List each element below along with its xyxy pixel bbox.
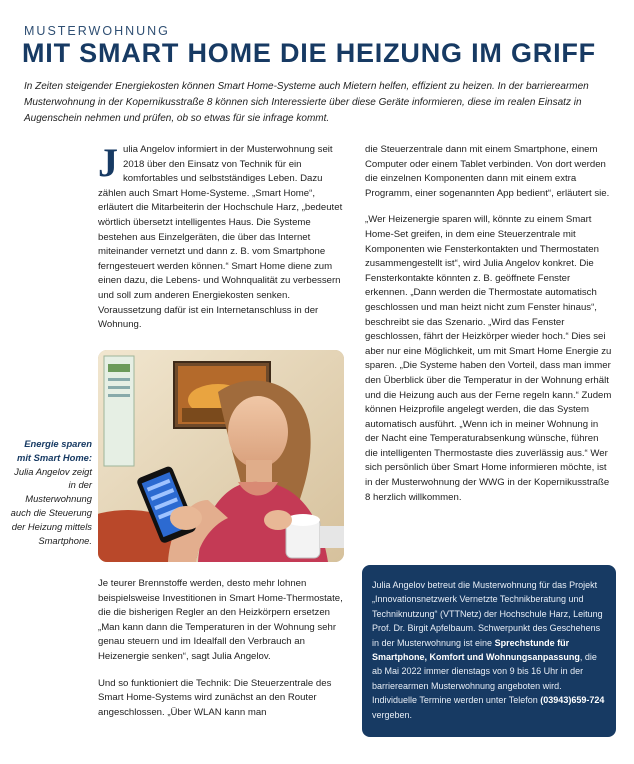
photo-caption: [10, 437, 92, 547]
info-box: [362, 565, 616, 737]
caption-title: Energie sparen mit Smart Home:: [16, 438, 92, 463]
info-text-3: vergeben.: [372, 709, 413, 720]
column-left-top: [98, 140, 346, 333]
paragraph-5: „Wer Heizenergie sparen will, könnte zu einem Smart Home-Set greifen, in dem eine Steuerzentrale mit Komponenten wie Fensterkontakten und Thermostaten zusammengestellt ist“, wird Julia Angelov konkret. Die Fensterkontakte könnten z. B. geöffnete Fenster erkennen. „Dann werden die Thermostate automatisch geschlossen und man heizt nicht zum Fenster hinaus“, beschreibt sie das Szenario. „Wird das Fenster geschlossen, fährt der Heizkörper wieder hoch.“ Dies sei aber nur eine Möglichkeit, um mit Smart Home Energie zu sparen. „Die Systeme haben den Vorteil, dass man immer den Überblick über die Temperatur in der Wohnung erhält und die Heizung auch aus der Ferne regeln kann.“ Zudem können Heizprofile angelegt werden, die das System automatisch ausführt. „Wenn ich in meiner Wohnung in der Nacht eine Temperaturabsenkung wünsche, führen die intelligenten Thermostaste dies zuverlässig aus.“ Wer sich persönlich über Smart Home informieren möchte, ist in der Musterwohnung der WWG in der Kopernikusstraße 8 herzlich willkommen.: [365, 214, 612, 503]
paragraph-4: die Steuerzentrale dann mit einem Smartphone, einem Computer oder einem Tablet verbinden. Von dort werden die einzelnen Komponenten dann mit einem extra Programm, einer sogenannten App bedient“, erläutert sie.: [365, 144, 610, 199]
column-left-bottom: [98, 577, 346, 732]
paragraph-3: Und so funktioniert die Technik: Die Steuerzentrale des Smart Home-Systems wird zunächst an den Router angeschlossen. „Über WLAN kann man: [98, 677, 332, 718]
drop-cap: J: [98, 140, 118, 185]
photo-illustration: [98, 350, 344, 562]
article-photo: [98, 350, 344, 562]
caption-text: Julia Angelov zeigt in der Musterwohnung auch die Steuerung der Heizung mittels Smartphone.: [10, 465, 92, 546]
info-bold: Sprechstunde für Smartphone, Komfort und Wohnungsanpassung: [372, 637, 580, 663]
info-text-2: , die ab Mai 2022 immer dienstags von 9 bis 16 Uhr in der barrierearmen Musterwohnung angeboten wird. Individuelle Termine werden unter Telefon: [372, 652, 597, 706]
column-right: [365, 143, 613, 517]
paragraph-2: Je teurer Brennstoffe werden, desto mehr lohnen beispielsweise Investitionen in Smart Home-Thermostate, die die bisherigen Regler an den Heizkörpern ersetzen „Man kann dann die Temperaturen in der Wohnung sehr genau steuern und im Idealfall den Verbrauch an Heizenergie senken“, sagt Julia Angelov.: [98, 578, 343, 662]
info-text-1: Julia Angelov betreut die Musterwohnung für das Projekt „Innovationsnetzwerk Vernetzte Technikberatung und Techniknutzung“ (VTTNetz) der Hochschule Harz, Leitung Prof. Dr. Birgit Apfelbaum. Schwerpunkt des Geschehens in der Musterwohnung ist eine: [372, 580, 603, 648]
article-intro: In Zeiten steigender Energiekosten können Smart Home-Systeme auch Mietern helfen, effizient zu heizen. In der barrierearmen Musterwohnung in der Kopernikusstraße 8 können sich Interessierte über diese Geräte informieren, diese im realen Einsatz in Augenschein nehmen und prüfen, ob so etwas für sie infrage kommt.: [24, 81, 589, 124]
paragraph-1: ulia Angelov informiert in der Musterwohnung seit 2018 über den Einsatz von Technik für ein komfortables und selbstständiges Leben. Dazu zählen auch Smart Home-Systeme. „Smart Home“, erläutert die Mitarbeiterin der Hochschule Harz, „bedeutet wörtlich übersetzt intelligentes Haus. Die Systeme bestehen aus Einzelgeräten, die über das Internet miteinander vernetzt und dann z. B. vom Smartphone ferngesteuert werden können.“ Smart Home diene zum einen dazu, die Lebens- und Wohnqualität zu verbessern und soll zum anderen Energiekosten senken. Voraussetzung dafür ist ein Internetanschluss in der Wohnung.: [98, 144, 343, 331]
article-kicker: MUSTERWOHNUNG: [24, 24, 170, 38]
info-phone: (03943)659-724: [540, 695, 605, 706]
article-headline: MIT SMART HOME DIE HEIZUNG IM GRIFF: [22, 38, 596, 68]
